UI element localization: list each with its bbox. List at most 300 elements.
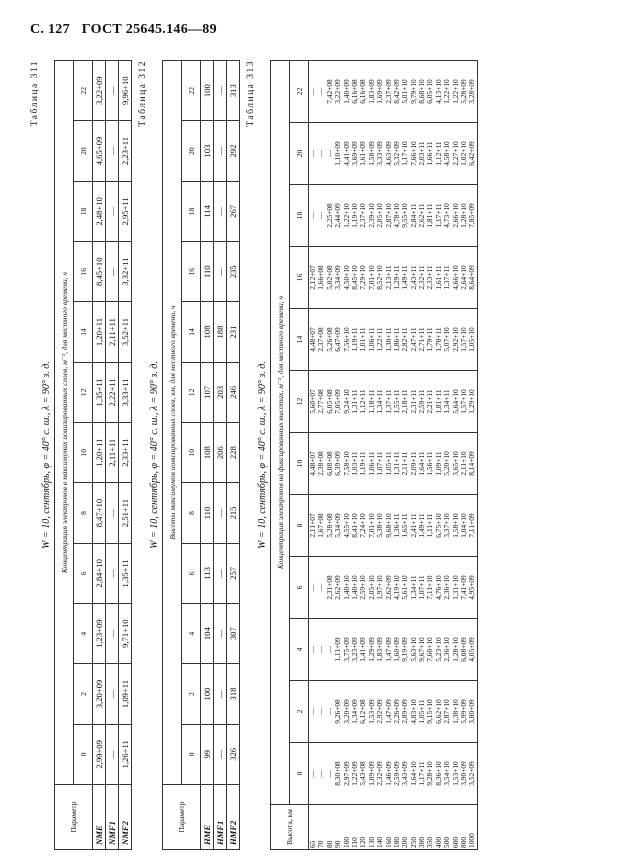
- hour-header: 12: [74, 362, 93, 422]
- table-cell: 1,05+11: [383, 451, 393, 476]
- table-cell: 7,01+10: [366, 513, 376, 538]
- table-cell: 1,19+11: [358, 451, 368, 476]
- table-cell: 2,92+10: [450, 327, 460, 352]
- table-cell: 1,09+11: [119, 664, 132, 724]
- table-cell: 1,23+09: [93, 604, 106, 664]
- table-cell: 1,28+10: [459, 203, 469, 228]
- table-cell: 1,11+09: [333, 637, 343, 662]
- table-cell: 2,11+10: [459, 451, 469, 476]
- param-header: Параметр: [55, 785, 93, 850]
- table-cell: 1,60+09: [391, 637, 401, 662]
- table-cell: 7,60+10: [425, 637, 435, 662]
- table-313: [246, 60, 478, 850]
- table-cell: 6,39+09: [333, 451, 343, 476]
- altitude-value: 1000: [467, 833, 477, 848]
- table-cell: 1,18+11: [366, 389, 376, 414]
- hour-header: 20: [182, 121, 201, 181]
- table-cell: —: [308, 149, 317, 158]
- table-subcaption: Концентрация электронов на фиксированных высотах, м⁻³, для местного времени, ч: [271, 61, 290, 805]
- table-cell: 8,41+10: [349, 513, 359, 538]
- table-cell: 4,83+10: [408, 699, 418, 724]
- table-cell: —: [324, 707, 334, 716]
- hour-column: [309, 371, 478, 433]
- table-cell: 7,11+10: [425, 575, 435, 600]
- table-cell: 2,37+08: [316, 327, 326, 352]
- table-cell: 2,59+10: [358, 575, 368, 600]
- table-cell: 8,47+10: [93, 483, 106, 543]
- table-cell: 7,29+10: [358, 265, 368, 290]
- table-cell: 1,05+11: [417, 699, 427, 724]
- table-cell: 4,13+10: [433, 79, 443, 104]
- table-cell: 5,43+08: [358, 761, 368, 786]
- hour-header: 4: [290, 619, 309, 681]
- table-cell: 108: [201, 302, 214, 362]
- table-cell: —: [316, 769, 326, 778]
- param-name: NMF2: [119, 785, 132, 850]
- table-cell: 1,41+09: [358, 637, 368, 662]
- table-cell: 1,11+11: [425, 513, 435, 538]
- table-cell: 2,33+11: [119, 423, 132, 483]
- param-name: HME: [201, 785, 214, 850]
- table-cell: 3,65+10: [450, 451, 460, 476]
- table-cell: 2,27+10: [450, 141, 460, 166]
- table-cell: 3,28+09: [467, 79, 477, 104]
- table-cell: 1,19+11: [349, 327, 359, 352]
- table-cell: 1,20+11: [93, 302, 106, 362]
- table-cell: 2,64+10: [459, 265, 469, 290]
- table-cell: 5,34+09: [333, 513, 343, 538]
- table-cell: 9,55+10: [400, 203, 410, 228]
- table-cell: 8,68+10: [417, 79, 427, 104]
- table-cell: 1,65+11: [400, 513, 410, 538]
- table-title: W = 10, сентябрь, φ = 40° с. ш., λ = 90° з. д.: [257, 361, 268, 549]
- hour-header: 14: [290, 309, 309, 371]
- table-cell: 1,55+11: [391, 389, 401, 414]
- table-cell: 1,29+10: [467, 389, 477, 414]
- table-cell: 1,70+11: [433, 327, 443, 352]
- table-cell: 3,33+11: [119, 362, 132, 422]
- table-cell: 2,11+07: [308, 513, 317, 538]
- hour-header: 10: [182, 423, 201, 483]
- table-cell: 7,42+08: [324, 79, 334, 104]
- hour-header: 0: [290, 743, 309, 805]
- table-cell: 1,46+09: [383, 761, 393, 786]
- table-cell: 5,63+10: [408, 637, 418, 662]
- param-name: NMF1: [106, 785, 119, 850]
- table-cell: 307: [227, 604, 240, 664]
- table-cell: 2,44+09: [333, 203, 343, 228]
- table-cell: 326: [227, 724, 240, 784]
- table-cell: 6,47+09: [333, 327, 343, 352]
- hour-header: 20: [74, 121, 93, 181]
- table-cell: 7,01+10: [366, 265, 376, 290]
- table-cell: 188: [214, 302, 227, 362]
- hour-header: 6: [74, 543, 93, 603]
- table-312: [138, 60, 240, 850]
- table-cell: 8,45+10: [349, 265, 359, 290]
- table-cell: —: [316, 645, 326, 654]
- hour-column: [309, 743, 478, 805]
- table-cell: 3,52+09: [467, 761, 477, 786]
- table-cell: 1,61+11: [433, 265, 443, 290]
- table-cell: 1,58+10: [450, 513, 460, 538]
- table-cell: 7,05+09: [333, 389, 343, 414]
- hour-header: 16: [290, 247, 309, 309]
- table-cell: 1,22+11: [375, 327, 385, 352]
- table-cell: 7,85+09: [467, 203, 477, 228]
- table-cell: 7,11+09: [467, 513, 477, 538]
- table-cell: 5,02+08: [324, 265, 334, 290]
- table-cell: 3,75+09: [341, 637, 351, 662]
- altitude-value: 65: [308, 840, 317, 848]
- table-cell: —: [106, 242, 119, 302]
- page-ref: С. 127: [30, 22, 70, 37]
- table-cell: 1,10+09: [333, 141, 343, 166]
- table-cell: —: [106, 604, 119, 664]
- table-cell: 5,28+09: [459, 79, 469, 104]
- table-cell: 1,40+10: [341, 575, 351, 600]
- hour-header: 22: [74, 61, 93, 121]
- table-cell: 1,09+09: [366, 761, 376, 786]
- hour-header-row: [74, 61, 93, 850]
- table-row: [106, 61, 119, 850]
- table-cell: 2,39+10: [366, 203, 376, 228]
- altitude-value: 140: [375, 836, 385, 848]
- table-cell: 4,48+07: [308, 451, 317, 476]
- table-cell: 1,22+10: [442, 79, 452, 104]
- table-cell: 2,11+11: [400, 451, 410, 476]
- table-cell: 2,92+09: [375, 699, 385, 724]
- table-cell: 2,36+10: [442, 637, 452, 662]
- table-cell: 1,34+11: [442, 389, 452, 414]
- table-cell: 7,41+09: [459, 575, 469, 600]
- table-cell: 1,57+10: [459, 327, 469, 352]
- altitude-value: 110: [349, 837, 359, 848]
- table-subcaption: Концентрация электронов в максимумах ионизированных слоев, м⁻³, для местного времени, ч: [55, 61, 74, 785]
- table-cell: 1,79+11: [425, 327, 435, 352]
- table-cell: 2,37+10: [358, 203, 368, 228]
- table-cell: 6,08+08: [324, 451, 334, 476]
- table-cell: —: [308, 707, 317, 716]
- table-cell: 3,43+09: [400, 761, 410, 786]
- table-cell: 3,34+09: [333, 265, 343, 290]
- table-cell: 4,05+09: [467, 637, 477, 662]
- table-cell: 9,96+10: [119, 61, 132, 121]
- table-cell: 1,31+10: [450, 575, 460, 600]
- hour-header: 6: [182, 543, 201, 603]
- table-cell: 2,62+09: [383, 575, 393, 600]
- table-cell: —: [214, 483, 227, 543]
- altitude-value: 120: [358, 836, 368, 848]
- table-cell: 1,66+08: [316, 265, 326, 290]
- table-cell: 6,12+08: [358, 699, 368, 724]
- table-cell: 2,77+08: [316, 389, 326, 414]
- table-cell: 108: [201, 423, 214, 483]
- table-cell: 99: [201, 724, 214, 784]
- hour-header: 8: [290, 495, 309, 557]
- table-cell: —: [106, 121, 119, 181]
- table-cell: —: [214, 61, 227, 121]
- table-cell: 3,32+11: [119, 242, 132, 302]
- table-cell: 1,03+11: [349, 451, 359, 476]
- table-cell: 2,41+11: [408, 513, 418, 538]
- table-cell: 1,35+11: [93, 362, 106, 422]
- param-name: HMF2: [227, 785, 240, 850]
- table-cell: 5,32+09: [391, 141, 401, 166]
- altitude-value: 800: [459, 836, 469, 848]
- table-cell: 3,90+09: [459, 761, 469, 786]
- table-cell: 2,59+11: [417, 389, 427, 414]
- table-cell: 2,43+11: [408, 265, 418, 290]
- table-cell: 2,05+10: [366, 575, 376, 600]
- table-cell: —: [106, 483, 119, 543]
- table-cell: 5,07+10: [442, 327, 452, 352]
- table-cell: —: [308, 645, 317, 654]
- table-cell: —: [106, 181, 119, 241]
- table-cell: 3,37+10: [442, 513, 452, 538]
- table-row: [227, 61, 240, 850]
- table-cell: 2,33+11: [425, 265, 435, 290]
- table-cell: 1,49+11: [417, 513, 427, 538]
- table-cell: 110: [201, 483, 214, 543]
- hour-header: 12: [290, 371, 309, 433]
- altitude-value: 70: [316, 840, 326, 848]
- table-cell: 114: [201, 181, 214, 241]
- table-cell: 2,31+11: [408, 389, 418, 414]
- hour-column: [309, 619, 478, 681]
- table-cell: 2,47+11: [408, 327, 418, 352]
- table-cell: 1,66+11: [425, 141, 435, 166]
- table-cell: 1,61+09: [358, 141, 368, 166]
- table-cell: 215: [227, 483, 240, 543]
- table-cell: 292: [227, 121, 240, 181]
- table-cell: 1,09+11: [433, 451, 443, 476]
- table-cell: —: [106, 664, 119, 724]
- table-cell: —: [106, 724, 119, 784]
- table-cell: 2,13+11: [383, 265, 393, 290]
- table-cell: 1,97+10: [375, 575, 385, 600]
- table-cell: 4,55+10: [341, 513, 351, 538]
- table-cell: —: [308, 769, 317, 778]
- table-cell: 1,40+09: [341, 79, 351, 104]
- table-cell: 1,28+10: [450, 637, 460, 662]
- table-cell: 2,11+11: [106, 302, 119, 362]
- hour-header: 22: [290, 61, 309, 123]
- table-cell: 2,37+09: [383, 79, 393, 104]
- hour-header: 14: [182, 302, 201, 362]
- table-cell: —: [316, 87, 326, 96]
- table-cell: 9,71+10: [119, 604, 132, 664]
- table-cell: 2,26+09: [391, 699, 401, 724]
- table-cell: 2,59+09: [391, 761, 401, 786]
- table-cell: 1,64+10: [408, 761, 418, 786]
- table-cell: 1,22+10: [450, 79, 460, 104]
- table-cell: 2,71+11: [417, 327, 427, 352]
- altitude-value: 500: [442, 836, 452, 848]
- table-cell: 1,17+11: [433, 203, 443, 228]
- table-cell: 2,87+10: [383, 203, 393, 228]
- table-cell: 1,49+11: [400, 265, 410, 290]
- table-cell: 9,67+10: [417, 637, 427, 662]
- table-cell: 2,89+09: [400, 699, 410, 724]
- table-cell: 9,79+10: [408, 79, 418, 104]
- table-cell: 2,62+11: [417, 203, 427, 228]
- altitude-value: 130: [366, 836, 376, 848]
- table-cell: 8,52+10: [375, 265, 385, 290]
- table-cell: —: [214, 242, 227, 302]
- table-cell: 3,22+09: [333, 79, 343, 104]
- param-name: NME: [93, 785, 106, 850]
- table-row: [214, 61, 227, 850]
- table-cell: 1,34+09: [349, 699, 359, 724]
- table-cell: 6,05+10: [425, 79, 435, 104]
- table-cell: 1,20+11: [93, 423, 106, 483]
- table-cell: 9,24+10: [341, 389, 351, 414]
- hour-header: 0: [182, 724, 201, 784]
- table-cell: 8,64+09: [467, 265, 477, 290]
- data-table: [270, 60, 478, 850]
- table-cell: —: [106, 61, 119, 121]
- table-cell: 2,48+10: [93, 181, 106, 241]
- hour-header: 8: [74, 483, 93, 543]
- table-cell: 1,34+11: [408, 575, 418, 600]
- table-cell: 1,19+10: [349, 203, 359, 228]
- table-cell: 3,54+10: [442, 761, 452, 786]
- altitude-value: 600: [450, 836, 460, 848]
- table-cell: 9,26+08: [333, 699, 343, 724]
- table-cell: 100: [201, 664, 214, 724]
- table-cell: 1,86+11: [391, 327, 401, 352]
- hour-header: 10: [74, 423, 93, 483]
- rotated-content: [30, 60, 590, 850]
- table-cell: 4,50+10: [341, 265, 351, 290]
- table-cell: 2,11+11: [106, 423, 119, 483]
- table-cell: 1,12+11: [358, 389, 368, 414]
- table-cell: 1,17+10: [400, 141, 410, 166]
- table-cell: 7,24+10: [358, 513, 368, 538]
- hour-header: 20: [290, 123, 309, 185]
- altitude-column: [309, 805, 478, 850]
- table-cell: —: [316, 583, 326, 592]
- table-cell: 313: [227, 61, 240, 121]
- table-cell: 2,82+11: [400, 327, 410, 352]
- table-cell: 2,66+10: [450, 203, 460, 228]
- table-cell: 8,36+10: [433, 761, 443, 786]
- table-cell: 1,69+09: [375, 79, 385, 104]
- table-cell: 1,47+09: [383, 637, 393, 662]
- standard-number: ГОСТ 25645.146—89: [81, 22, 217, 37]
- hour-header: 6: [290, 557, 309, 619]
- table-cell: 2,03+11: [417, 141, 427, 166]
- table-cell: 100: [201, 61, 214, 121]
- table-cell: —: [308, 211, 317, 220]
- table-cell: —: [106, 543, 119, 603]
- data-table: [54, 60, 132, 850]
- table-cell: 6,08+09: [459, 637, 469, 662]
- hour-header: 2: [290, 681, 309, 743]
- table-cell: 5,61+10: [400, 575, 410, 600]
- table-cell: 1,58+09: [366, 141, 376, 166]
- table-cell: 2,22+11: [106, 362, 119, 422]
- table-cell: 1,30+11: [383, 327, 393, 352]
- hour-column: [309, 123, 478, 185]
- table-cell: 6,42+09: [467, 141, 477, 166]
- table-cell: 1,83+09: [375, 637, 385, 662]
- altitude-header: Высота, км: [271, 805, 309, 850]
- hour-column: [309, 185, 478, 247]
- table-cell: 1,05+10: [467, 327, 477, 352]
- table-cell: 1,64+11: [417, 451, 427, 476]
- table-body: [201, 61, 240, 850]
- table-cell: 2,12+07: [308, 265, 317, 290]
- table-cell: 2,87+10: [442, 699, 452, 724]
- table-cell: 8,42+09: [391, 79, 401, 104]
- table-cell: 1,56+11: [425, 451, 435, 476]
- hour-header: 10: [290, 433, 309, 495]
- table-cell: 2,09+11: [408, 451, 418, 476]
- table-cell: 257: [227, 543, 240, 603]
- table-cell: 4,19+10: [391, 575, 401, 600]
- table-cell: 3,20+09: [341, 699, 351, 724]
- hour-header: 4: [182, 604, 201, 664]
- table-cell: 1,17+11: [417, 761, 427, 786]
- table-cell: —: [214, 724, 227, 784]
- table-cell: 1,22+10: [341, 203, 351, 228]
- table-cell: 1,22+09: [349, 761, 359, 786]
- altitude-value: 300: [417, 836, 427, 848]
- table-cell: 2,05+10: [375, 203, 385, 228]
- table-cell: 107: [201, 362, 214, 422]
- hour-column: [309, 61, 478, 123]
- table-cell: 4,58+10: [442, 141, 452, 166]
- table-cell: 2,36+10: [442, 575, 452, 600]
- hour-header: 22: [182, 61, 201, 121]
- table-cell: 4,48+07: [308, 327, 317, 352]
- hour-column: [309, 247, 478, 309]
- table-cell: 1,67+08: [316, 513, 326, 538]
- altitude-value: 160: [383, 836, 393, 848]
- table-cell: —: [324, 149, 334, 158]
- param-header: Параметр: [163, 785, 201, 850]
- table-cell: 6,62+10: [433, 699, 443, 724]
- table-cell: 3,52+11: [119, 302, 132, 362]
- table-cell: 1,31+11: [391, 451, 401, 476]
- hour-header: 4: [74, 604, 93, 664]
- hour-column: [309, 433, 478, 495]
- table-cell: 5,23+10: [433, 637, 443, 662]
- data-table: [162, 60, 240, 850]
- table-cell: 4,73+10: [442, 203, 452, 228]
- table-cell: 6,16+08: [349, 79, 359, 104]
- table-cell: 246: [227, 362, 240, 422]
- altitude-value: 100: [341, 836, 351, 848]
- table-cell: 318: [227, 664, 240, 724]
- hour-header: 18: [290, 185, 309, 247]
- table-cell: 1,04+10: [459, 513, 469, 538]
- table-cell: 7,66+10: [408, 141, 418, 166]
- table-cell: 4,78+10: [391, 203, 401, 228]
- hour-header: 2: [74, 664, 93, 724]
- page-header: [30, 22, 225, 38]
- table-cell: 4,65+09: [93, 121, 106, 181]
- table-cell: 267: [227, 181, 240, 241]
- table-subcaption: Высоты максимумов ионизированных слоев, км, для местного времени, ч: [163, 61, 182, 785]
- table-cell: 7,56+10: [341, 327, 351, 352]
- table-cell: 2,95+11: [119, 181, 132, 241]
- table-cell: 1,83+09: [366, 79, 376, 104]
- table-cell: 1,29+11: [391, 265, 401, 290]
- table-cell: 1,06+11: [366, 327, 376, 352]
